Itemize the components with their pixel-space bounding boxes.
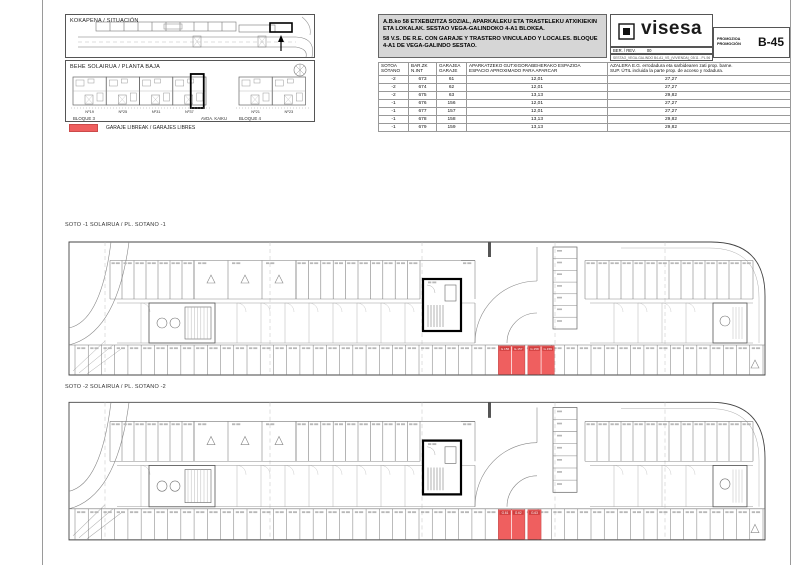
planta-baja-box (65, 60, 315, 122)
table-cell: 675 (409, 92, 437, 100)
planta-baja-plan (66, 61, 314, 121)
garage-plan-sotano-2 (65, 393, 770, 543)
table-row (379, 84, 791, 92)
street-label: AVDA. KAIKU (201, 116, 227, 121)
table-header-row (379, 63, 791, 76)
plan2-title: SOTO -2 SOLAIRUA / PL. SOTANO -2 (65, 384, 166, 390)
table-cell: 63 (437, 92, 467, 100)
table-cell: 673 (409, 76, 437, 84)
col-espacio: APARKATZEKO GUTXIGORABEHERAKO ESPAZIOA ESPACIO APROXIMADO PARA APARCAR (467, 63, 608, 76)
table-row (379, 124, 791, 132)
file-reference: SESTAO_VEGA-GALINDO B4-A1_VS_(VIVIENDA)_03/11 - PL.96 (610, 54, 713, 61)
portal-number-label: Nº37 (184, 109, 194, 114)
garage-plan-sotano-1 (65, 233, 770, 378)
garage-table (378, 62, 791, 132)
table-cell: -1 (379, 116, 409, 124)
table-cell: 27,27 (608, 100, 791, 108)
table-cell: 29,82 (608, 116, 791, 124)
table-cell: 27,27 (608, 76, 791, 84)
revision-label: BER. / REV. (613, 48, 636, 53)
table-cell: 679 (409, 124, 437, 132)
project-title-es: 58 V.S. DE R.E. CON GARAJE Y TRASTERO VINCULADO Y LOCALES. BLOQUE 4-A1 DE VEGA-GALINDO SESTAO. (383, 36, 598, 49)
table-cell: 27,27 (608, 84, 791, 92)
portal-number-label: Nº31 (151, 109, 161, 114)
logo-text: visesa (641, 18, 703, 39)
table-cell: -1 (379, 100, 409, 108)
project-title-eu: A.B.ko 58 ETXEBIZITZA SOZIAL, APARKALEKU ETA TRASTELEKU ATXIKIEKIN ETA LOKALAK. SESTAO VEGA-GALINDOKO 4-A1 BLOKEA. (383, 19, 598, 32)
promotion-labels (717, 37, 741, 46)
table-row (379, 108, 791, 116)
free-garage-label: G.158 (530, 346, 539, 351)
visesa-logo-icon (618, 23, 635, 40)
bloque3-label: BLOQUE 3 (73, 116, 95, 121)
revision-value: 00 (646, 48, 652, 53)
table-cell: 156 (437, 100, 467, 108)
table-cell: 676 (409, 100, 437, 108)
table-cell: -1 (379, 124, 409, 132)
free-garage-label: G.62 (514, 510, 522, 515)
table-cell: -2 (379, 76, 409, 84)
compass-icon (294, 64, 306, 76)
project-title-box (378, 14, 607, 58)
garage-plan-drawing (69, 242, 765, 375)
portal-number-label: Nº25 (118, 109, 128, 114)
table-cell: 12,01 (467, 108, 608, 116)
promotion-code: B-45 (757, 35, 784, 49)
table-cell: 158 (437, 116, 467, 124)
table-cell: 13,13 (467, 92, 608, 100)
col-num-int: BAR.ZK N.INT (409, 63, 437, 76)
garage-plan-drawing (69, 402, 765, 540)
free-garage-label: G.156 (500, 346, 510, 351)
table-cell: 159 (437, 124, 467, 132)
table-cell: -2 (379, 84, 409, 92)
free-garage-label: G.157 (514, 346, 523, 351)
portal-number-label: Nº21 (251, 109, 261, 114)
table-cell: 13,13 (467, 116, 608, 124)
promotion-label-es: PROMOCIÓN (717, 41, 741, 46)
table-cell: 29,82 (608, 92, 791, 100)
portal-number-label: Nº23 (284, 109, 294, 114)
table-cell: 678 (409, 116, 437, 124)
table-cell: 27,27 (608, 108, 791, 116)
table-cell: 29,82 (608, 124, 791, 132)
portal-number-label: Nº19 (85, 109, 95, 114)
col-garaje: GARAJEA GARAJE (437, 63, 467, 76)
table-cell: 674 (409, 84, 437, 92)
table-row (379, 92, 791, 100)
table-cell: 12,01 (467, 84, 608, 92)
situacion-title: KOKAPENA / SITUACIÓN (70, 18, 139, 24)
table-row (379, 100, 791, 108)
left-margin-line (42, 0, 43, 565)
col-sotano: SOTOA SÓTANO (379, 63, 409, 76)
free-garage-label: G.159 (543, 346, 552, 351)
legend-free-garage-swatch (69, 124, 98, 132)
table-cell: -1 (379, 108, 409, 116)
table-row (379, 76, 791, 84)
table-cell: -2 (379, 92, 409, 100)
garage-table-body (379, 76, 791, 132)
table-cell: 62 (437, 84, 467, 92)
promotion-box (713, 27, 790, 58)
table-cell: 61 (437, 76, 467, 84)
north-arrow-icon (278, 35, 284, 51)
table-cell: 677 (409, 108, 437, 116)
bloque4-label: BLOQUE 4 (239, 116, 261, 121)
free-garage-label: G.61 (501, 510, 509, 515)
table-cell: 12,01 (467, 100, 608, 108)
plan1-title: SOTO -1 SOLAIRUA / PL. SOTANO -1 (65, 222, 166, 228)
table-cell: 12,01 (467, 76, 608, 84)
highlighted-block-rect (270, 23, 292, 32)
table-row (379, 116, 791, 124)
logo-box (610, 14, 713, 47)
table-cell: 13,13 (467, 124, 608, 132)
table-cell: 157 (437, 108, 467, 116)
col-superficie: AZALERA E.G. errodadura eta sarbidearen zati prop. barne. SUP. ÚTIL incluida la parte prop. de acceso y rodadura. (608, 63, 791, 76)
free-garage-label: G.63 (531, 510, 538, 515)
situacion-box (65, 14, 315, 58)
revision-strip (610, 47, 713, 54)
planta-baja-title: BEHE SOLAIRUA / PLANTA BAJA (70, 64, 160, 70)
legend-label: GARAJE LIBREAK / GARAJES LIBRES (106, 125, 196, 131)
promotion-label-eu: PROMOZIOA (717, 37, 741, 41)
